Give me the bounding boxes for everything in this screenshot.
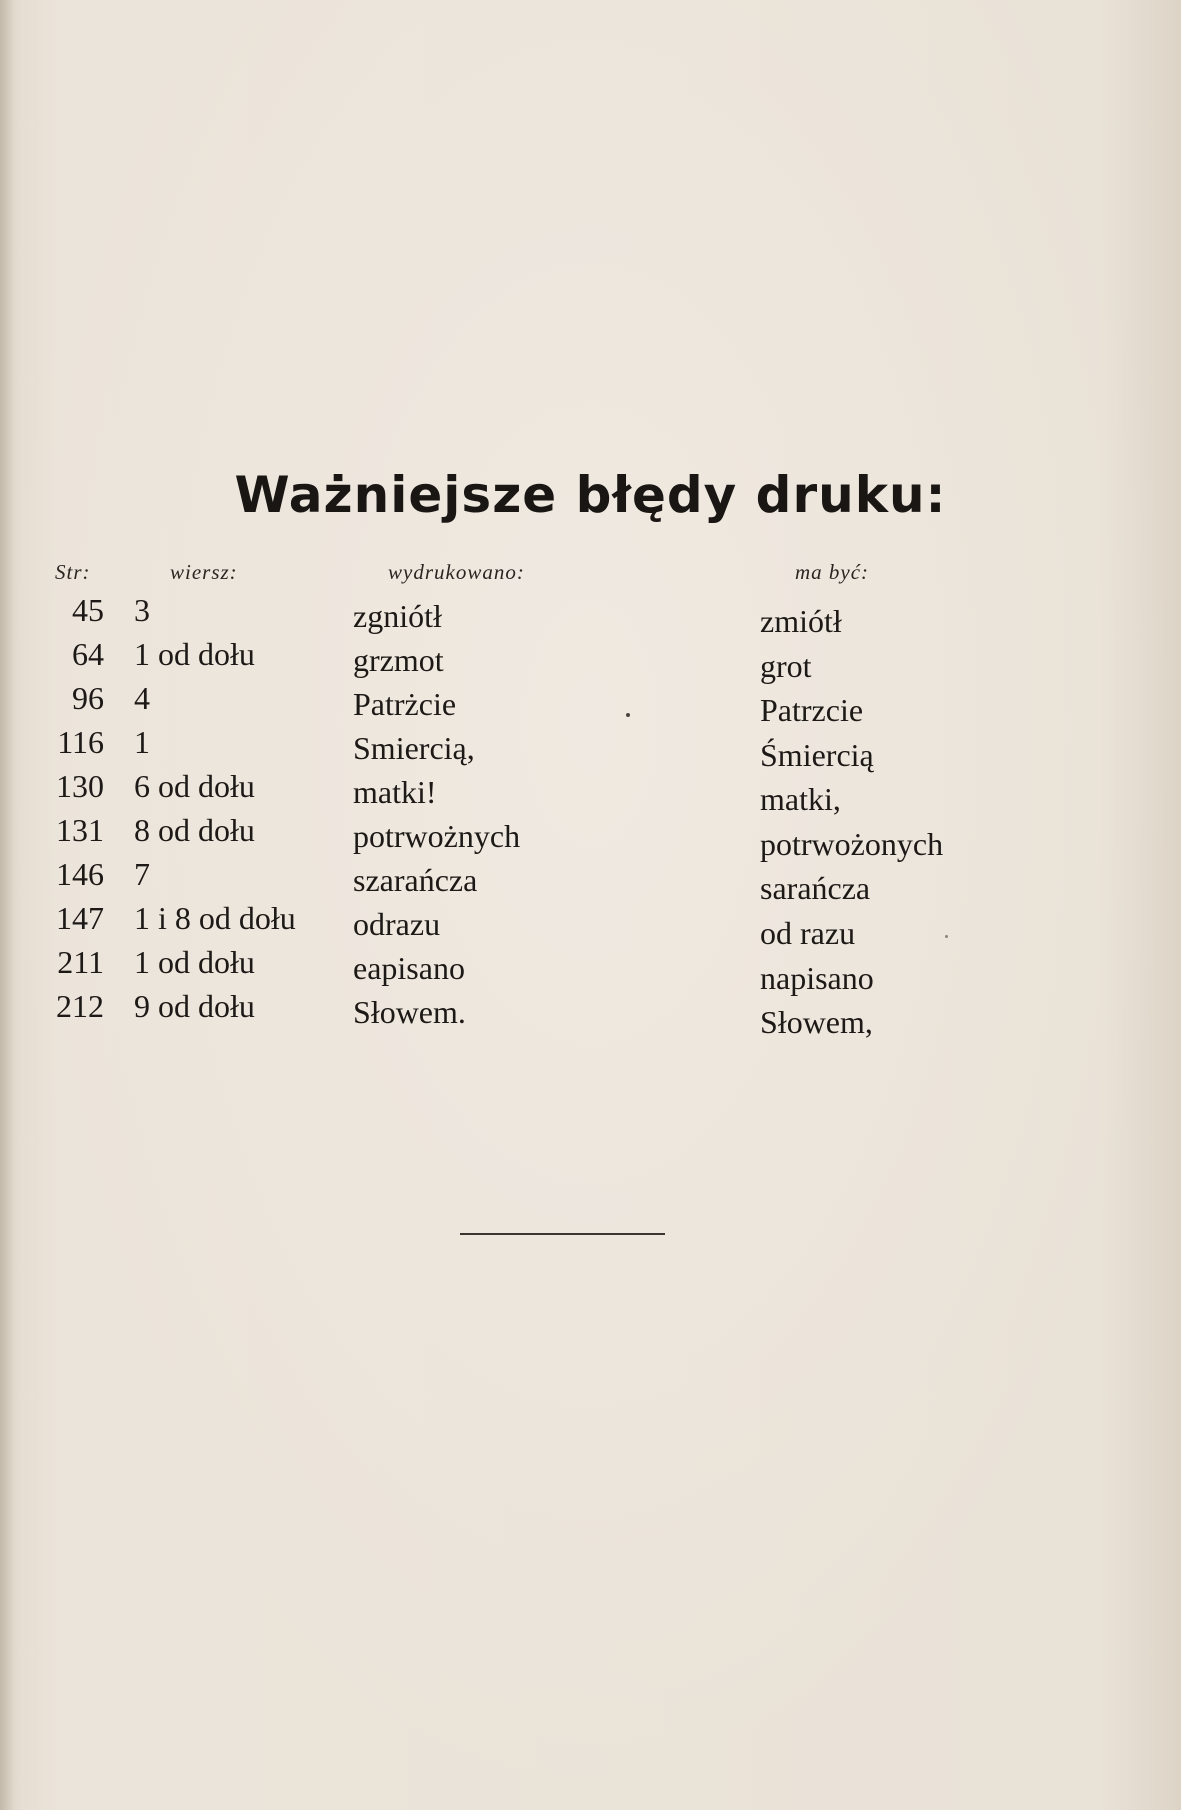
row-correct: matki, xyxy=(760,781,841,817)
row-correct: Patrzcie xyxy=(760,692,864,728)
closing-rule xyxy=(460,1233,665,1235)
ink-speck xyxy=(945,935,948,938)
row-printed: Słowem. xyxy=(353,994,466,1030)
row-printed: zgniótł xyxy=(353,598,442,634)
row-correct: potrwożonych xyxy=(760,826,944,862)
row-printed: matki! xyxy=(353,774,437,810)
row-correct: sarańcza xyxy=(760,870,871,906)
row-printed: odrazu xyxy=(353,906,441,942)
row-line: 9 od dołu xyxy=(134,988,255,1024)
header-printed: wydrukowano: xyxy=(388,560,525,584)
row-page: 45 xyxy=(72,592,104,628)
header-should-be: ma być: xyxy=(795,560,870,584)
row-printed: szarańcza xyxy=(353,862,478,898)
row-page: 64 xyxy=(72,636,104,672)
header-line: wiersz: xyxy=(170,560,238,584)
row-printed: eapisano xyxy=(353,950,465,986)
row-line: 1 i 8 od dołu xyxy=(134,900,296,936)
row-line: 1 od dołu xyxy=(134,944,255,980)
row-page: 212 xyxy=(56,988,104,1024)
row-page: 96 xyxy=(72,680,104,716)
row-page: 146 xyxy=(56,856,104,892)
row-printed: Smiercią, xyxy=(353,730,475,766)
row-page: 211 xyxy=(57,944,104,980)
ink-speck xyxy=(626,713,630,717)
row-correct: Słowem, xyxy=(760,1004,873,1040)
row-line: 7 xyxy=(134,856,150,892)
row-page: 147 xyxy=(56,900,104,936)
page-title: Ważniejsze błędy druku: xyxy=(234,466,947,524)
page-edge-shadow xyxy=(0,0,14,1810)
row-correct: napisano xyxy=(760,960,874,996)
row-page: 116 xyxy=(57,724,104,760)
row-printed: Patrżcie xyxy=(353,686,457,722)
row-line: 4 xyxy=(134,680,150,716)
row-printed: grzmot xyxy=(353,642,444,678)
row-correct: Śmiercią xyxy=(760,737,874,773)
row-correct: od razu xyxy=(760,915,856,951)
row-line: 1 od dołu xyxy=(134,636,255,672)
row-line: 6 od dołu xyxy=(134,768,255,804)
row-line: 3 xyxy=(134,592,150,628)
row-correct: zmiótł xyxy=(760,603,842,639)
row-printed: potrwożnych xyxy=(353,818,521,854)
row-correct: grot xyxy=(760,648,812,684)
row-line: 1 xyxy=(134,724,150,760)
row-page: 130 xyxy=(56,768,104,804)
row-page: 131 xyxy=(56,812,104,848)
row-line: 8 od dołu xyxy=(134,812,255,848)
header-page: Str: xyxy=(55,560,91,584)
